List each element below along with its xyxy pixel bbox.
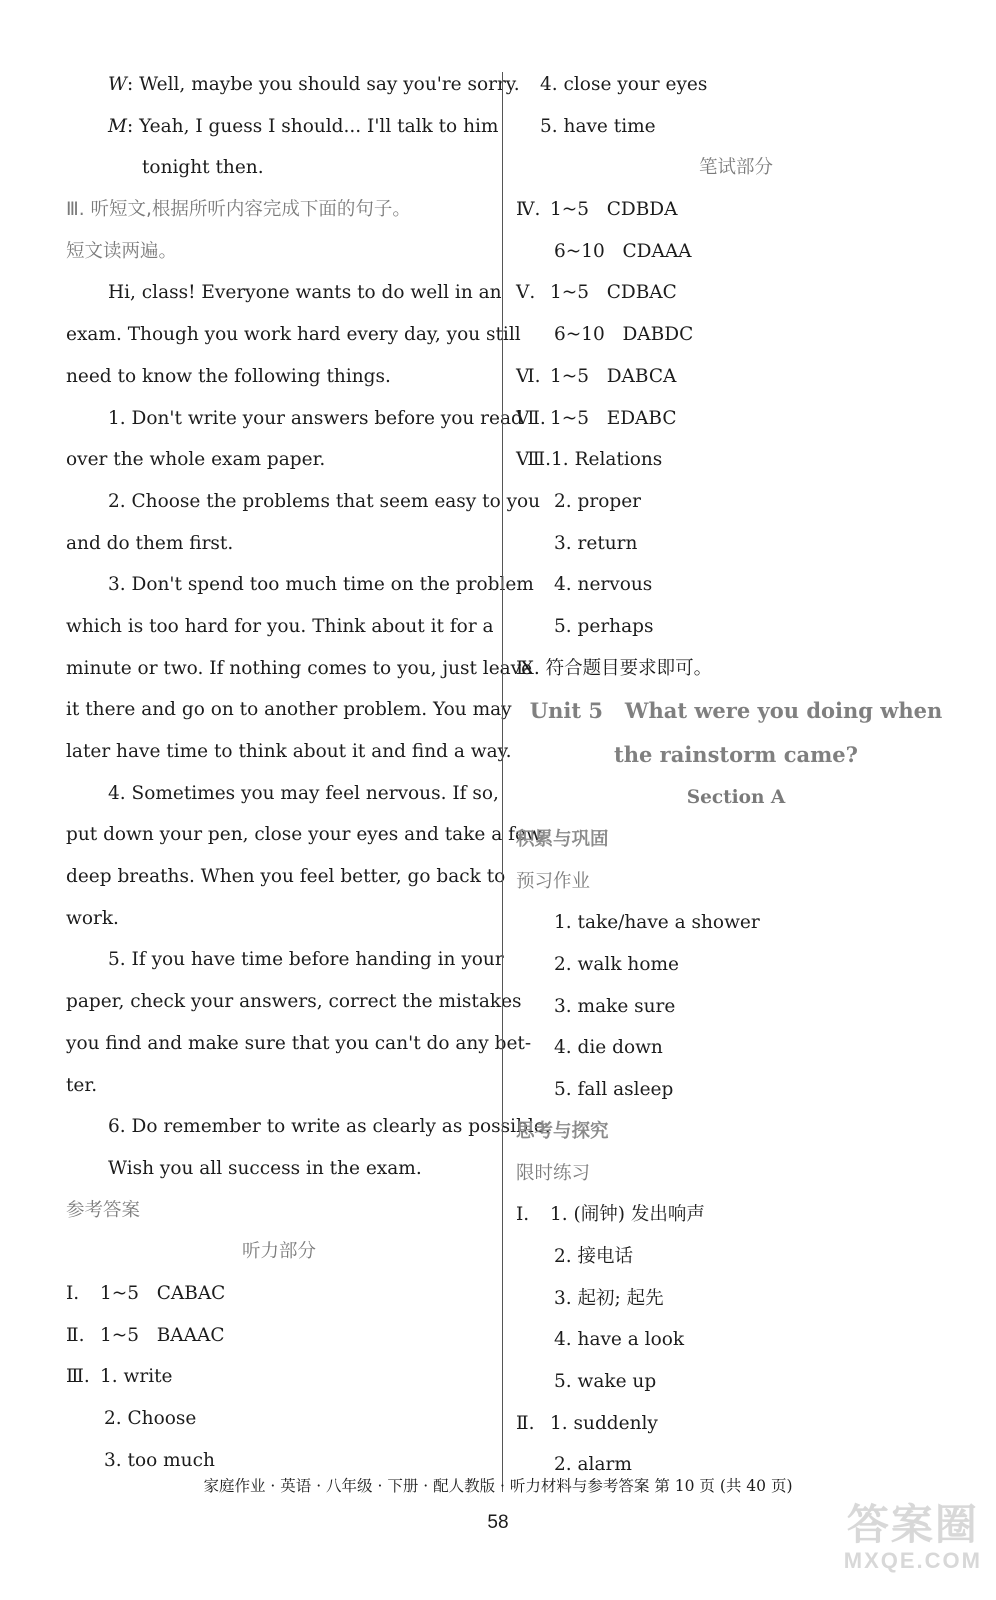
- box-heading-think: 思考与探究: [516, 1120, 609, 1142]
- passage-line: work.: [66, 907, 119, 929]
- unit-title-cont: the rainstorm came?: [614, 742, 858, 768]
- answer-row-i: Ⅰ. 1~5 CABAC: [66, 1282, 226, 1304]
- column-divider: [502, 72, 503, 1492]
- answer-row-v: Ⅴ. 1~5 CDBAC: [516, 282, 677, 304]
- passage-line: it there and go on to another problem. You may: [66, 699, 512, 721]
- prep-title: 预习作业: [516, 870, 591, 892]
- answer-row-iii-2: 2. Choose: [104, 1408, 197, 1429]
- prep-item-3: 3. make sure: [554, 995, 676, 1017]
- timed-row-ii-2: 2. alarm: [554, 1454, 632, 1476]
- passage-line: 3. Don't spend too much time on the problem: [108, 574, 534, 596]
- timed-row-i-2: 2. 接电话: [554, 1245, 634, 1267]
- timed-row-i-1: Ⅰ. 1. (闹钟) 发出响声: [516, 1204, 705, 1226]
- passage-line: exam. Though you work hard every day, you still: [66, 324, 521, 346]
- box-heading-accumulate: 积累与巩固: [516, 829, 609, 850]
- cont-item-4: 4. close your eyes: [540, 74, 708, 95]
- timed-title: 限时练习: [516, 1162, 591, 1184]
- watermark-logo: [843, 1501, 982, 1573]
- answer-row-viii-5: 5. perhaps: [554, 615, 654, 637]
- passage-line: deep breaths. When you feel better, go back to: [66, 866, 506, 888]
- timed-row-i-3: 3. 起初; 起先: [554, 1287, 664, 1309]
- prep-item-4: 4. die down: [554, 1037, 663, 1059]
- answer-row-ii: Ⅱ. 1~5 BAAAC: [66, 1324, 225, 1346]
- prep-item-2: 2. walk home: [554, 954, 679, 976]
- answer-row-ix: Ⅸ. 符合题目要求即可。: [516, 657, 713, 679]
- watermark-url: MXQE.COM: [843, 1548, 982, 1573]
- answer-row-vii: Ⅶ. 1~5 EDABC: [516, 407, 677, 429]
- dialogue-line-m: M: Yeah, I guess I should... I'll talk to him: [108, 115, 499, 137]
- prep-item-5: 5. fall asleep: [554, 1079, 674, 1101]
- passage-line: Hi, class! Everyone wants to do well in an: [108, 282, 502, 304]
- answers-title: 参考答案: [66, 1199, 141, 1221]
- timed-row-i-5: 5. wake up: [554, 1370, 657, 1392]
- passage-line: and do them first.: [66, 532, 234, 554]
- passage-line: 6. Do remember to write as clearly as possible.: [108, 1116, 551, 1138]
- answer-row-viii-2: 2. proper: [554, 490, 641, 512]
- answer-row-viii-3: 3. return: [554, 532, 638, 554]
- passage: [66, 272, 551, 1189]
- passage-line: 5. If you have time before handing in your: [108, 949, 504, 971]
- listening-title: 听力部分: [241, 1241, 316, 1263]
- passage-line: 2. Choose the problems that seem easy to you: [108, 490, 541, 512]
- answer-row-vi: Ⅵ. 1~5 DABCA: [516, 365, 677, 387]
- passage-line: paper, check your answers, correct the mistakes: [66, 991, 522, 1013]
- watermark-text: 答案圈: [846, 1501, 979, 1548]
- page-number: 58: [487, 1512, 509, 1533]
- written-title: 笔试部分: [698, 157, 773, 179]
- prep-item-1: 1. take/have a shower: [554, 912, 760, 934]
- dialogue-line-cont: tonight then.: [142, 157, 264, 179]
- passage-line: 1. Don't write your answers before you read: [108, 407, 523, 429]
- answer-row-iv: Ⅳ. 1~5 CDBDA: [516, 199, 678, 221]
- passage-line: over the whole exam paper.: [66, 449, 326, 471]
- footer: 家庭作业 · 英语 · 八年级 · 下册 · 配人教版 · 听力材料与参考答案 第 10 页 (共 40 页): [203, 1477, 793, 1495]
- timed-row-i-4: 4. have a look: [554, 1329, 685, 1351]
- passage-line: Wish you all success in the exam.: [108, 1157, 422, 1179]
- passage-line: 4. Sometimes you may feel nervous. If so,: [108, 782, 499, 804]
- answer-row-iii: Ⅲ. 1. write: [66, 1366, 173, 1388]
- dialogue-line-w: W: Well, maybe you should say you're sorry.: [108, 74, 520, 95]
- passage-line: ter.: [66, 1074, 98, 1096]
- section-title: Section A: [686, 787, 786, 809]
- timed-row-ii-1: Ⅱ. 1. suddenly: [516, 1412, 658, 1434]
- answer-row-iii-3: 3. too much: [104, 1449, 215, 1471]
- unit-title: Unit 5 What were you doing when: [529, 698, 943, 724]
- passage-line: need to know the following things.: [66, 365, 391, 387]
- passage-line: put down your pen, close your eyes and take a few: [66, 824, 542, 846]
- right-column: [516, 64, 956, 1486]
- left-column: [66, 64, 551, 1481]
- section-3-title: Ⅲ. 听短文,根据所听内容完成下面的句子。: [66, 199, 411, 221]
- passage-line: minute or two. If nothing comes to you, just leave: [66, 657, 533, 679]
- passage-line: which is too hard for you. Think about it for a: [66, 615, 494, 637]
- passage-line: you find and make sure that you can't do any bet-: [66, 1032, 532, 1054]
- answer-row-v-2: 6~10 DABDC: [554, 324, 694, 346]
- section-3-title-cont: 短文读两遍。: [66, 240, 178, 262]
- cont-item-5: 5. have time: [540, 115, 656, 137]
- answer-row-iv-2: 6~10 CDAAA: [554, 240, 692, 262]
- answer-row-viii: Ⅷ.1. Relations: [516, 449, 663, 471]
- passage-line: later have time to think about it and find a way.: [66, 741, 512, 762]
- answer-row-viii-4: 4. nervous: [554, 574, 653, 596]
